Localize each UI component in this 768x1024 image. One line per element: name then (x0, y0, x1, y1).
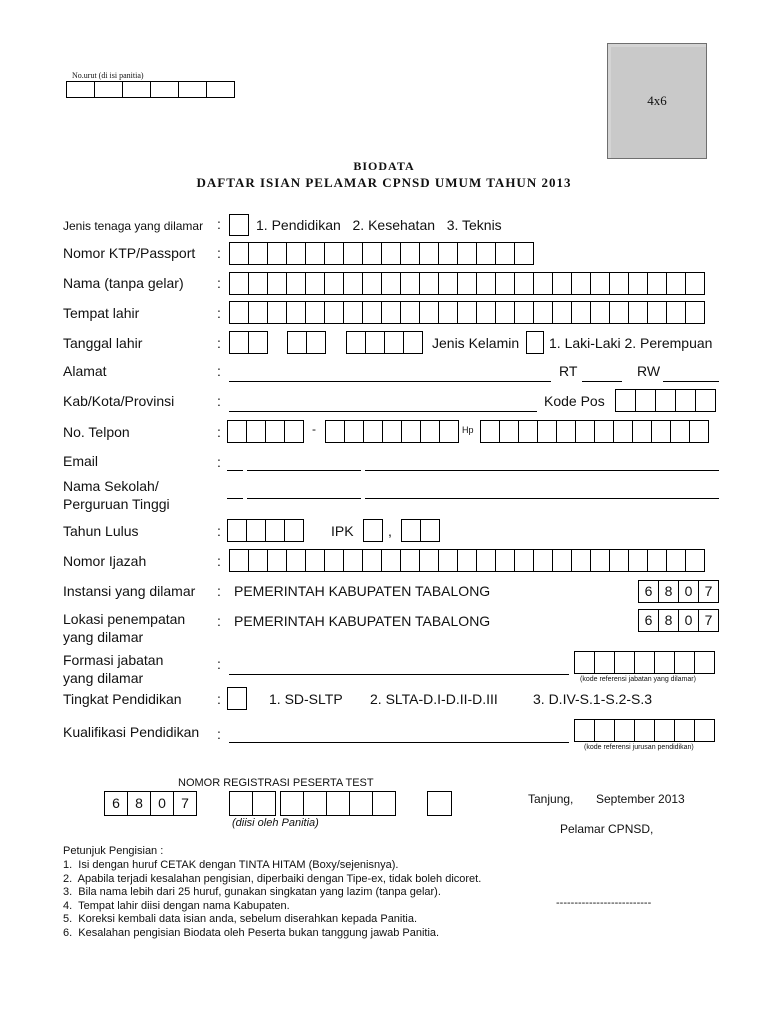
char-box[interactable] (674, 719, 695, 742)
char-box[interactable] (556, 420, 576, 443)
nama-label: Nama (tanpa gelar) (63, 275, 184, 291)
rw-input-line[interactable] (663, 381, 719, 382)
signature-role: Pelamar CPNSD, (560, 822, 654, 836)
char-box[interactable] (457, 242, 477, 265)
colon: : (217, 216, 221, 232)
tahun-lulus-label: Tahun Lulus (63, 523, 139, 539)
ktp-boxes[interactable] (229, 242, 533, 265)
char-box[interactable] (420, 420, 440, 443)
formasi-code-boxes[interactable] (574, 651, 714, 674)
char-box[interactable] (533, 301, 553, 324)
char-box[interactable] (457, 301, 477, 324)
char-box (427, 791, 452, 816)
char-box: 7 (698, 609, 719, 632)
ijazah-boxes[interactable] (229, 549, 704, 572)
kode-pos-label: Kode Pos (544, 393, 605, 409)
ktp-label: Nomor KTP/Passport (63, 245, 196, 261)
char-box[interactable] (634, 651, 655, 674)
char-box[interactable] (324, 242, 344, 265)
char-box[interactable] (685, 301, 705, 324)
colon: : (217, 726, 221, 742)
char-box[interactable] (476, 242, 496, 265)
char-box: 7 (698, 580, 719, 603)
char-box[interactable] (324, 301, 344, 324)
char-box[interactable] (609, 549, 629, 572)
char-box[interactable] (324, 272, 344, 295)
char-box[interactable] (229, 214, 249, 236)
colon: : (217, 424, 221, 440)
char-box[interactable] (495, 301, 515, 324)
signature-line: -------------------------- (556, 897, 652, 909)
colon: : (217, 335, 221, 351)
char-box[interactable] (362, 549, 382, 572)
char-box[interactable] (362, 301, 382, 324)
colon: : (217, 275, 221, 291)
char-box[interactable] (655, 389, 676, 412)
tempat-lahir-boxes[interactable] (229, 301, 704, 324)
formasi-label-line1: Formasi jabatan (63, 652, 164, 668)
jenis-kelamin-box[interactable] (526, 331, 543, 354)
char-box[interactable] (632, 420, 652, 443)
instansi-label: Instansi yang dilamar (63, 583, 196, 599)
char-box[interactable] (480, 420, 500, 443)
char-box[interactable] (533, 272, 553, 295)
tingkat-option-1: 1. SD-SLTP (269, 691, 343, 707)
hp-boxes[interactable] (480, 420, 708, 443)
colon: : (217, 583, 221, 599)
char-box (326, 791, 350, 816)
char-box: 6 (638, 609, 659, 632)
char-box[interactable] (419, 272, 439, 295)
char-box[interactable] (495, 242, 515, 265)
char-box[interactable] (267, 272, 287, 295)
telpon-label: No. Telpon (63, 424, 130, 440)
char-box[interactable] (457, 549, 477, 572)
char-box: 0 (678, 609, 699, 632)
char-box (349, 791, 373, 816)
char-box[interactable] (346, 331, 366, 354)
rt-label: RT (559, 363, 578, 379)
ipk-comma: , (388, 523, 392, 539)
char-box[interactable] (248, 331, 268, 354)
registrasi-note: (diisi oleh Panitia) (232, 817, 319, 829)
ipk-label: IPK (331, 523, 354, 539)
email-label: Email (63, 453, 99, 469)
nama-boxes[interactable] (229, 272, 704, 295)
kab-kota-label: Kab/Kota/Provinsi (63, 393, 175, 409)
char-box[interactable] (613, 420, 633, 443)
char-box[interactable] (438, 301, 458, 324)
char-box[interactable] (574, 651, 595, 674)
char-box[interactable] (122, 81, 151, 98)
char-box[interactable] (178, 81, 207, 98)
char-box[interactable] (514, 242, 534, 265)
sekolah-label-line1: Nama Sekolah/ (63, 478, 159, 494)
char-box[interactable] (571, 272, 591, 295)
char-box[interactable] (401, 420, 421, 443)
char-box[interactable] (419, 549, 439, 572)
tingkat-label: Tingkat Pendidikan (63, 691, 182, 707)
lokasi-label-line1: Lokasi penempatan (63, 611, 186, 627)
kualifikasi-code-boxes[interactable] (574, 719, 714, 742)
kab-kota-input-line[interactable] (229, 411, 537, 412)
char-box[interactable] (305, 549, 325, 572)
char-box[interactable] (343, 242, 363, 265)
char-box (280, 791, 304, 816)
char-box[interactable] (94, 81, 123, 98)
registrasi-boxes-c (427, 791, 451, 816)
tanggal-lahir-day-boxes[interactable] (229, 331, 267, 354)
char-box[interactable] (654, 719, 675, 742)
char-box[interactable] (284, 519, 304, 542)
char-box[interactable] (533, 549, 553, 572)
alamat-label: Alamat (63, 363, 107, 379)
char-box[interactable] (476, 549, 496, 572)
char-box[interactable] (590, 301, 610, 324)
colon: : (217, 656, 221, 672)
no-urut-label: No.urut (di isi panitia) (72, 71, 144, 80)
char-box[interactable] (246, 420, 266, 443)
colon: : (217, 363, 221, 379)
registrasi-boxes-b (280, 791, 395, 816)
char-box[interactable] (365, 331, 385, 354)
char-box[interactable] (229, 301, 249, 324)
colon: : (217, 523, 221, 539)
colon: : (217, 305, 221, 321)
char-box[interactable] (305, 301, 325, 324)
email-input-line[interactable] (227, 470, 243, 471)
jenis-kelamin-label: Jenis Kelamin (432, 335, 520, 351)
instruction-item: 3. Bila nama lebih dari 25 huruf, gunakan singkatan yang lazim (tanpa gelar). (63, 886, 441, 899)
char-box[interactable] (206, 81, 235, 98)
char-box[interactable] (343, 549, 363, 572)
sekolah-input-line[interactable] (227, 498, 243, 499)
photo-size-label: 4x6 (647, 93, 667, 108)
char-box: 6 (104, 791, 128, 816)
colon: : (217, 553, 221, 569)
rt-input-line[interactable] (582, 381, 622, 382)
char-box[interactable] (248, 549, 268, 572)
char-box[interactable] (634, 719, 655, 742)
char-box[interactable] (590, 549, 610, 572)
tanggal-lahir-label: Tanggal lahir (63, 335, 143, 351)
char-box: 6 (638, 580, 659, 603)
registrasi-title: NOMOR REGISTRASI PESERTA TEST (178, 777, 374, 789)
telpon-dash: - (312, 422, 316, 436)
char-box[interactable] (265, 519, 285, 542)
char-box: 0 (678, 580, 699, 603)
signature-date: September 2013 (596, 792, 685, 806)
sekolah-input-line[interactable] (247, 498, 361, 499)
char-box[interactable] (651, 420, 671, 443)
registrasi-boxes-a (229, 791, 275, 816)
char-box[interactable] (666, 272, 686, 295)
lokasi-value: PEMERINTAH KABUPATEN TABALONG (234, 613, 491, 629)
instruction-item: 6. Kesalahan pengisian Biodata oleh Peserta bukan tanggung jawab Panitia. (63, 926, 440, 939)
char-box[interactable] (362, 272, 382, 295)
char-box[interactable] (419, 301, 439, 324)
char-box: 8 (127, 791, 151, 816)
page-subtitle: DAFTAR ISIAN PELAMAR CPNSD UMUM TAHUN 2013 (196, 175, 572, 190)
char-box[interactable] (571, 301, 591, 324)
char-box[interactable] (695, 389, 716, 412)
char-box[interactable] (438, 272, 458, 295)
char-box[interactable] (647, 549, 667, 572)
char-box[interactable] (694, 719, 715, 742)
char-box[interactable] (401, 519, 421, 542)
char-box[interactable] (675, 389, 696, 412)
char-box: 8 (658, 609, 679, 632)
char-box[interactable] (229, 331, 249, 354)
char-box: 7 (173, 791, 197, 816)
tempat-lahir-label: Tempat lahir (63, 305, 140, 321)
char-box[interactable] (248, 242, 268, 265)
char-box[interactable] (438, 549, 458, 572)
char-box[interactable] (381, 301, 401, 324)
char-box[interactable] (265, 420, 285, 443)
char-box[interactable] (420, 519, 440, 542)
char-box[interactable] (384, 331, 404, 354)
char-box[interactable] (343, 272, 363, 295)
tingkat-option-3: 3. D.IV-S.1-S.2-S.3 (533, 691, 653, 707)
char-box[interactable] (325, 420, 345, 443)
instruction-item: 5. Koreksi kembali data isian anda, sebelum diserahkan kepada Panitia. (63, 913, 418, 926)
char-box[interactable] (403, 331, 423, 354)
telpon-area-boxes[interactable] (227, 420, 303, 443)
tanggal-lahir-month-boxes[interactable] (287, 331, 325, 354)
colon: : (217, 691, 221, 707)
char-box[interactable] (635, 389, 656, 412)
char-box[interactable] (248, 301, 268, 324)
alamat-input-line[interactable] (229, 381, 551, 382)
char-box[interactable] (400, 549, 420, 572)
char-box (303, 791, 327, 816)
sekolah-input-line[interactable] (365, 498, 719, 499)
char-box[interactable] (685, 272, 705, 295)
char-box[interactable] (362, 242, 382, 265)
char-box[interactable] (594, 651, 615, 674)
char-box[interactable] (476, 301, 496, 324)
char-box[interactable] (286, 549, 306, 572)
sekolah-label-line2: Perguruan Tinggi (63, 496, 170, 512)
instansi-value: PEMERINTAH KABUPATEN TABALONG (234, 583, 491, 599)
char-box[interactable] (306, 331, 326, 354)
char-box[interactable] (628, 272, 648, 295)
instructions-title: Petunjuk Pengisian : (63, 845, 164, 857)
tingkat-option-2: 2. SLTA-D.I-D.II-D.III (370, 691, 498, 707)
tanggal-lahir-year-boxes[interactable] (346, 331, 422, 354)
jenis-tenaga-options: 1. Pendidikan 2. Kesehatan 3. Teknis (256, 217, 502, 233)
char-box[interactable] (647, 272, 667, 295)
ipk-integer-box[interactable] (363, 519, 382, 542)
char-box[interactable] (594, 420, 614, 443)
char-box: 0 (150, 791, 174, 816)
char-box[interactable] (305, 272, 325, 295)
char-box[interactable] (419, 242, 439, 265)
char-box[interactable] (400, 242, 420, 265)
char-box[interactable] (628, 301, 648, 324)
char-box[interactable] (495, 549, 515, 572)
char-box[interactable] (400, 272, 420, 295)
char-box[interactable] (286, 242, 306, 265)
instansi-code-boxes (638, 580, 718, 603)
char-box[interactable] (286, 301, 306, 324)
kode-pos-boxes[interactable] (615, 389, 715, 412)
char-box[interactable] (514, 301, 534, 324)
no-urut-boxes[interactable] (66, 81, 234, 98)
char-box[interactable] (514, 272, 534, 295)
formasi-label-line2: yang dilamar (63, 670, 144, 686)
jenis-tenaga-box[interactable] (229, 214, 248, 236)
char-box (252, 791, 276, 816)
colon: : (217, 454, 221, 470)
char-box: 8 (658, 580, 679, 603)
char-box (229, 791, 253, 816)
lokasi-code-boxes (638, 609, 718, 632)
char-box[interactable] (526, 331, 544, 354)
email-input-line[interactable] (247, 470, 361, 471)
char-box[interactable] (267, 301, 287, 324)
char-box[interactable] (575, 420, 595, 443)
char-box[interactable] (476, 272, 496, 295)
char-box[interactable] (609, 301, 629, 324)
char-box[interactable] (229, 242, 249, 265)
instruction-item: 1. Isi dengan huruf CETAK dengan TINTA HITAM (Boxy/sejenisnya). (63, 859, 399, 871)
char-box[interactable] (552, 301, 572, 324)
ipk-decimal-boxes[interactable] (401, 519, 439, 542)
jenis-kelamin-options: 1. Laki-Laki 2. Perempuan (549, 335, 713, 351)
rw-label: RW (637, 363, 661, 379)
char-box[interactable] (381, 242, 401, 265)
lokasi-label-line2: yang dilamar (63, 629, 144, 645)
char-box[interactable] (286, 272, 306, 295)
char-box[interactable] (514, 549, 534, 572)
char-box[interactable] (439, 420, 459, 443)
char-box[interactable] (499, 420, 519, 443)
char-box[interactable] (267, 549, 287, 572)
char-box[interactable] (229, 549, 249, 572)
char-box[interactable] (666, 549, 686, 572)
char-box[interactable] (574, 719, 595, 742)
colon: : (217, 613, 221, 629)
ijazah-label: Nomor Ijazah (63, 553, 147, 569)
char-box[interactable] (227, 687, 247, 710)
char-box[interactable] (246, 519, 266, 542)
char-box[interactable] (674, 651, 695, 674)
char-box[interactable] (363, 420, 383, 443)
tahun-lulus-boxes[interactable] (227, 519, 303, 542)
char-box[interactable] (227, 519, 247, 542)
telpon-number-boxes[interactable] (325, 420, 458, 443)
char-box[interactable] (614, 651, 635, 674)
char-box[interactable] (689, 420, 709, 443)
char-box[interactable] (614, 719, 635, 742)
char-box (372, 791, 396, 816)
char-box[interactable] (615, 389, 636, 412)
char-box[interactable] (381, 272, 401, 295)
tingkat-box[interactable] (227, 687, 246, 710)
instruction-item: 4. Tempat lahir diisi dengan nama Kabupaten. (63, 899, 290, 912)
registrasi-code-boxes (104, 791, 196, 816)
signature-place: Tanjung, (528, 792, 574, 806)
instruction-item: 2. Apabila terjadi kesalahan pengisian, diperbaiki dengan Tipe-ex, tidak boleh dicoret. (63, 872, 482, 885)
char-box[interactable] (343, 301, 363, 324)
formasi-note: (kode referensi jabatan yang dilamar) (580, 676, 696, 683)
char-box[interactable] (344, 420, 364, 443)
hp-label: Hp (462, 425, 474, 435)
char-box[interactable] (248, 272, 268, 295)
char-box[interactable] (518, 420, 538, 443)
page-title: BIODATA (353, 159, 415, 173)
char-box[interactable] (628, 549, 648, 572)
char-box[interactable] (227, 420, 247, 443)
char-box[interactable] (594, 719, 615, 742)
colon: : (217, 245, 221, 261)
char-box[interactable] (685, 549, 705, 572)
char-box[interactable] (382, 420, 402, 443)
char-box[interactable] (495, 272, 515, 295)
char-box[interactable] (267, 242, 287, 265)
char-box[interactable] (284, 420, 304, 443)
instructions-list (63, 859, 481, 941)
formasi-input-line[interactable] (229, 674, 569, 675)
char-box[interactable] (363, 519, 383, 542)
char-box[interactable] (654, 651, 675, 674)
char-box[interactable] (609, 272, 629, 295)
char-box[interactable] (571, 549, 591, 572)
char-box[interactable] (150, 81, 179, 98)
char-box[interactable] (66, 81, 95, 98)
char-box[interactable] (305, 242, 325, 265)
char-box[interactable] (457, 272, 477, 295)
char-box[interactable] (400, 301, 420, 324)
kualifikasi-note: (kode referensi jurusan pendidikan) (584, 744, 694, 751)
char-box[interactable] (381, 549, 401, 572)
char-box[interactable] (537, 420, 557, 443)
char-box[interactable] (590, 272, 610, 295)
photo-placeholder (607, 43, 707, 159)
char-box[interactable] (694, 651, 715, 674)
char-box[interactable] (324, 549, 344, 572)
jenis-tenaga-label: Jenis tenaga yang dilamar (63, 219, 204, 233)
char-box[interactable] (666, 301, 686, 324)
char-box[interactable] (287, 331, 307, 354)
char-box[interactable] (229, 272, 249, 295)
char-box[interactable] (438, 242, 458, 265)
kualifikasi-input-line[interactable] (229, 742, 569, 743)
char-box[interactable] (647, 301, 667, 324)
colon: : (217, 393, 221, 409)
kualifikasi-label: Kualifikasi Pendidikan (63, 724, 200, 740)
char-box[interactable] (552, 272, 572, 295)
char-box[interactable] (670, 420, 690, 443)
char-box[interactable] (552, 549, 572, 572)
email-input-line[interactable] (365, 470, 719, 471)
